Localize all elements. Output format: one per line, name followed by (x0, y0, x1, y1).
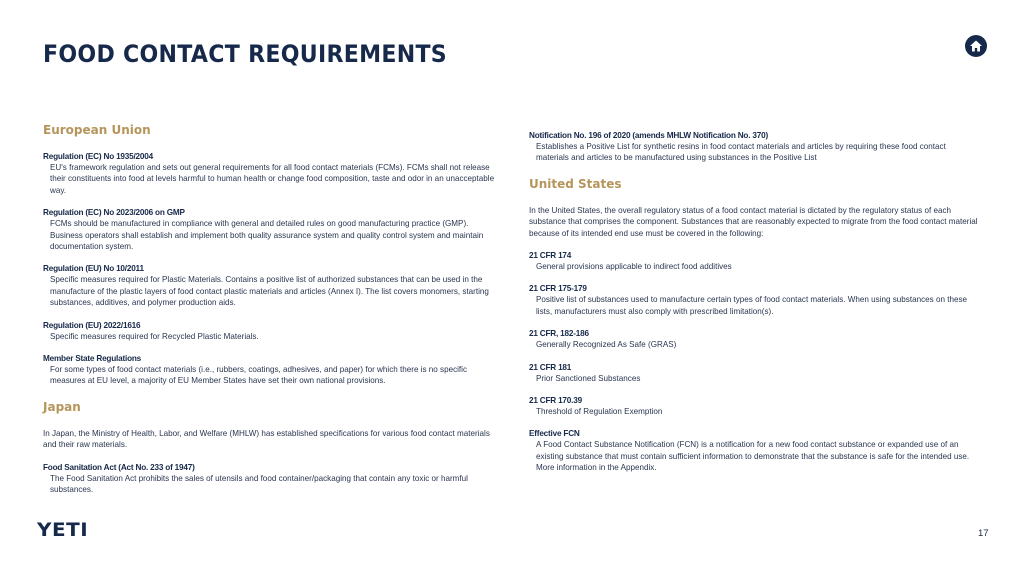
entry-text: The Food Sanitation Act prohibits the sales of utensils and food container/packaging that contain any toxic or harmful substances. (50, 473, 468, 495)
entry-title: Notification No. 196 of 2020 (amends MHLW Notification No. 370) (529, 131, 768, 140)
regulation-entry (43, 207, 498, 252)
entry-title: Regulation (EU) No 10/2011 (43, 264, 144, 274)
regulation-entry (529, 428, 979, 473)
regulation-entry (529, 283, 979, 317)
entry-title: 21 CFR 175-179 (529, 284, 587, 294)
home-button[interactable] (965, 35, 987, 57)
left-column (43, 123, 498, 507)
entry-title: Effective FCN (529, 429, 580, 439)
entry-text: A Food Contact Substance Notification (FCN) is a notification for a new food contact substance or expanded use of an existing substance that must contain sufficient information to demonstrate that the substance is safe for the intended use. More information in the Appendix. (536, 440, 970, 473)
home-icon (969, 39, 983, 53)
section-intro: In the United States, the overall regulatory status of a food contact material is dictated by the regulatory status of each substance that comprises the component. Substances that are reasonably expected to migrate from the food contact material because of its intended end use must be covered in the following: (529, 205, 978, 238)
regulation-entry (529, 328, 979, 350)
entry-title: Regulation (EC) No 1935/2004 (43, 152, 153, 161)
regulation-entry (43, 263, 498, 308)
entry-text: Generally Recognized As Safe (GRAS) (536, 340, 677, 350)
section-heading-japan: Japan (43, 399, 81, 414)
entry-text: FCMs should be manufactured in compliance with general and detailed rules on good manufacturing practice (GMP). Business operators shall establish and implement both quality assurance system and quality control system and maintain documentation system. (50, 219, 484, 252)
entry-title: 21 CFR 170.39 (529, 396, 582, 406)
regulation-entry (529, 395, 979, 417)
yeti-logo: YETI (37, 519, 89, 541)
entry-title: 21 CFR 174 (529, 251, 572, 261)
entry-text: EU's framework regulation and sets out general requirements for all food contact materials (FCMs). FCMs shall not release their constituents into food at levels harmful to human health or change food composition, taste and odor in an unacceptable way. (50, 163, 495, 195)
section-intro: In Japan, the Ministry of Health, Labor, and Welfare (MHLW) has established specifications for various food contact materials and their raw materials. (43, 428, 490, 450)
entry-title: 21 CFR 181 (529, 362, 572, 372)
regulation-entry (529, 250, 979, 272)
page-title: FOOD CONTACT REQUIREMENTS (43, 40, 447, 68)
regulation-entry (529, 130, 979, 164)
regulation-entry (43, 353, 498, 387)
entry-text: Specific measures required for Recycled Plastic Materials. (50, 331, 259, 341)
entry-title: Regulation (EC) No 2023/2006 on GMP (43, 208, 185, 218)
entry-text: General provisions applicable to indirect food additives (536, 262, 732, 272)
section-heading-us: United States (529, 176, 622, 191)
entry-title: Regulation (EU) 2022/1616 (43, 320, 141, 330)
entry-title: 21 CFR, 182-186 (529, 329, 589, 339)
regulation-entry (43, 151, 498, 196)
regulation-entry (43, 320, 498, 342)
section-heading-eu: European Union (43, 123, 151, 137)
regulation-entry (529, 362, 979, 384)
entry-title: Food Sanitation Act (Act No. 233 of 1947) (43, 462, 195, 472)
regulation-entry (43, 462, 498, 496)
entry-text: Positive list of substances used to manufacture certain types of food contact materials. When using substances on these lists, manufacturers must also comply with prescribed limitation(s). (536, 295, 968, 316)
page-number: 17 (978, 528, 989, 539)
entry-text: Specific measures required for Plastic Materials. Contains a positive list of authorized substances that can be used in the manufacture of the plastic layers of food contact plastic materials and articles (Annex I). The list covers monomers, starting substances, additives, and polymer production aids. (50, 275, 489, 308)
right-column (529, 130, 979, 485)
entry-text: For some types of food contact materials (i.e., rubbers, coatings, adhesives, and paper) for which there is no specific measures at EU level, a majority of EU Member States have set their own national provisions. (50, 365, 468, 386)
entry-text: Prior Sanctioned Substances (536, 373, 641, 383)
entry-title: Member State Regulations (43, 354, 142, 364)
entry-text: Establishes a Positive List for synthetic resins in food contact materials and articles by requiring these food contact materials and articles to be manufactured using substances in the Positive List (536, 142, 946, 163)
entry-text: Threshold of Regulation Exemption (536, 407, 663, 417)
